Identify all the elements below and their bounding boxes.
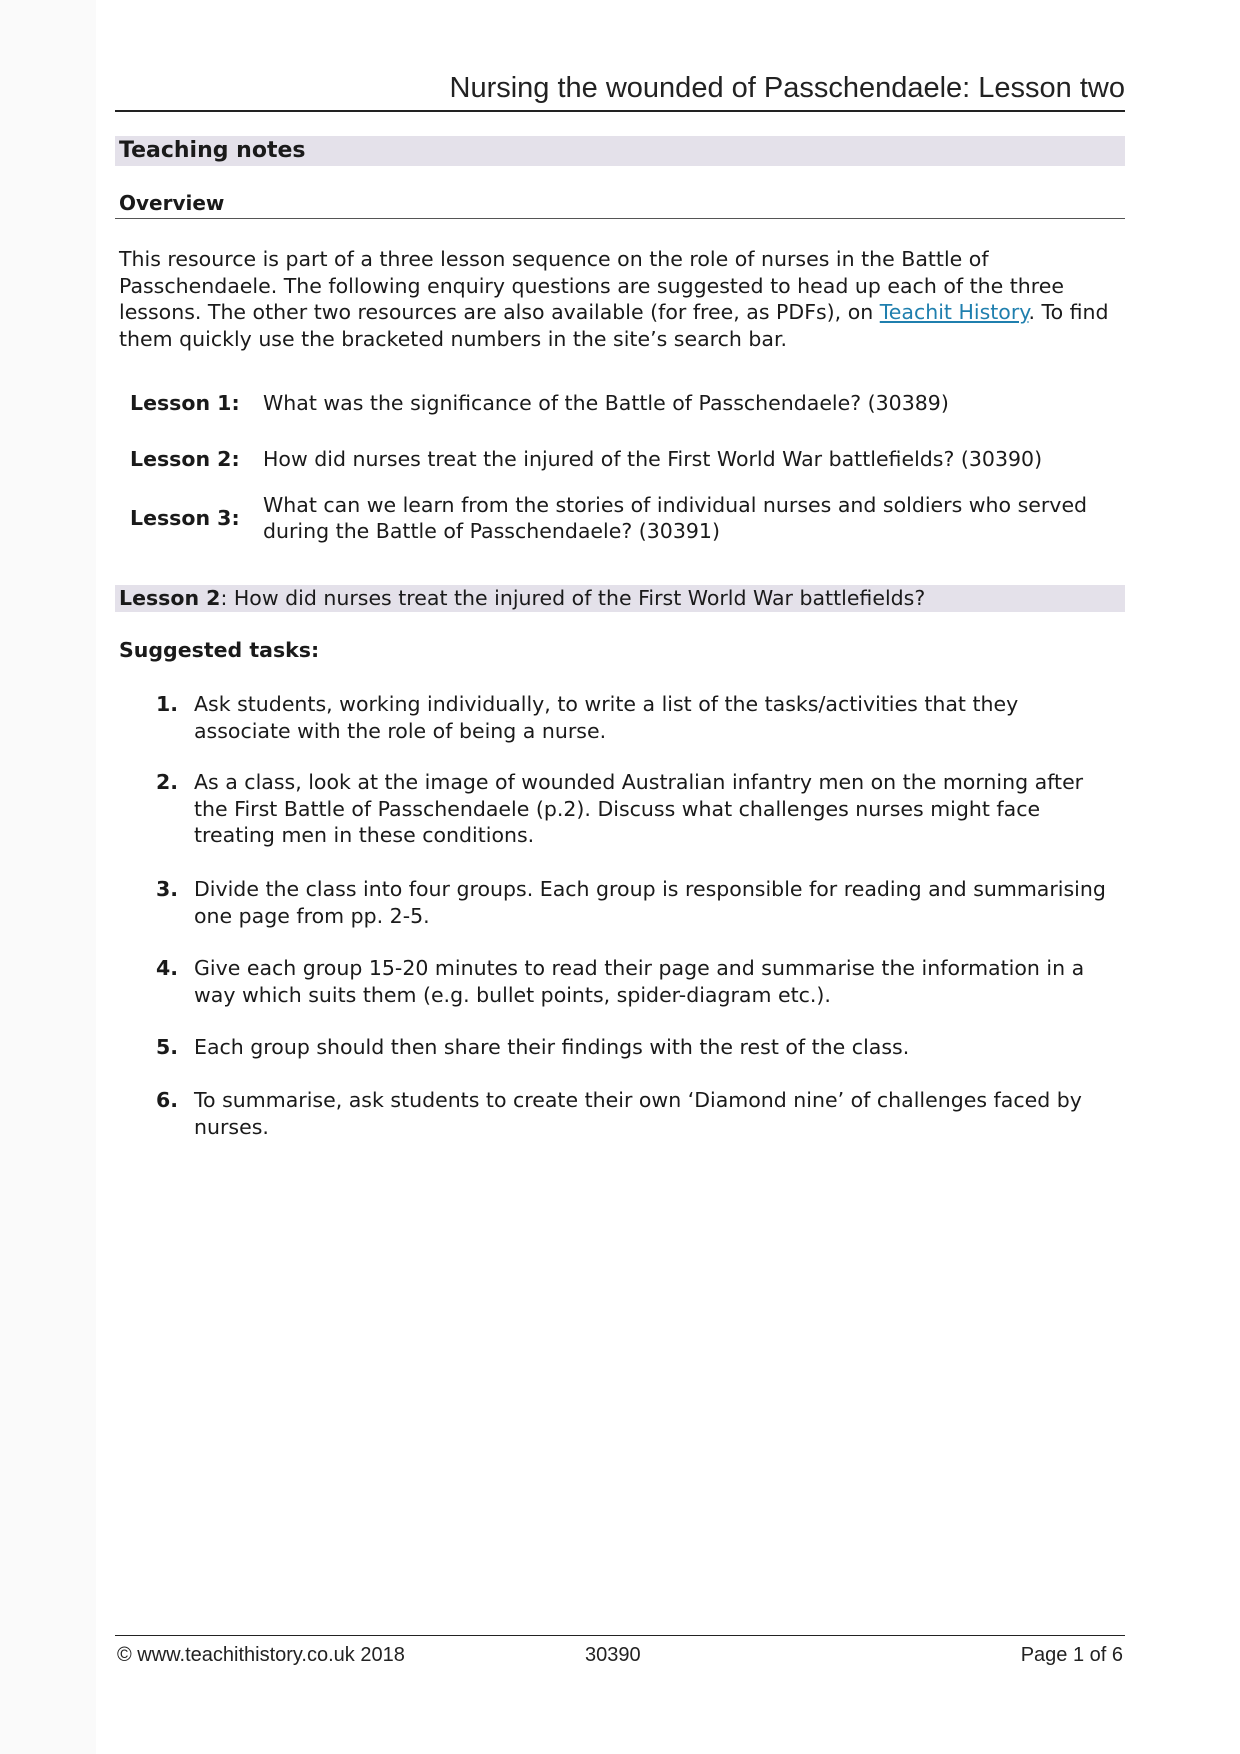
footer-page-number: Page 1 of 6 [1020, 1644, 1123, 1666]
lesson-two-question: : How did nurses treat the injured of the First World War battlefields? [220, 586, 926, 610]
lesson-two-band [115, 585, 1125, 612]
footer-copyright: © www.teachithistory.co.uk 2018 [117, 1644, 405, 1666]
page-title: Nursing the wounded of Passchendaele: Lesson two [115, 66, 1125, 112]
task-number: 5. [155, 1035, 178, 1059]
task-text: Each group should then share their findings with the rest of the class. [194, 1035, 910, 1059]
lesson-two-heading [119, 585, 925, 612]
task-text: Divide the class into four groups. Each group is responsible for reading and summarising one page from pp. 2-5. [194, 877, 1106, 928]
task-text: Ask students, working individually, to write a list of the tasks/activities that they associate with the role of being a nurse. [194, 692, 1019, 743]
task-number: 1. [155, 692, 178, 716]
task-number: 3. [155, 877, 178, 901]
page-footer [115, 1635, 1125, 1666]
footer-resource-code: 30390 [585, 1644, 641, 1666]
task-text: Give each group 15-20 minutes to read their page and summarise the information in a way which suits them (e.g. bullet points, spider-diagram etc.). [194, 956, 1085, 1007]
intro-text-2: . To find them quickly use the bracketed numbers in the site’s search bar. [119, 300, 1109, 351]
task-text: As a class, look at the image of wounded Australian infantry men on the morning after the First Battle of Passchendaele (p.2). Discuss what challenges nurses might face treating men in these conditions. [194, 770, 1084, 847]
task-text: To summarise, ask students to create their own ‘Diamond nine’ of challenges faced by nurses. [194, 1088, 1082, 1139]
task-number: 2. [155, 770, 178, 794]
teaching-notes-band [115, 136, 1125, 166]
lesson-question: What can we learn from the stories of individual nurses and soldiers who served during the Battle of Passchendaele? (30391) [263, 493, 1088, 543]
lesson-label: Lesson 3: [130, 506, 240, 530]
lesson-label: Lesson 1: [130, 391, 240, 415]
overview-heading: Overview [119, 191, 225, 215]
page-margin [0, 0, 96, 1754]
lesson-question: How did nurses treat the injured of the First World War battlefields? (30390) [263, 447, 1043, 471]
task-number: 6. [155, 1088, 178, 1112]
teachit-history-link[interactable]: Teachit History [879, 300, 1029, 324]
overview-heading-row [115, 188, 1125, 219]
teaching-notes-heading: Teaching notes [119, 138, 306, 163]
lesson-two-label: Lesson 2 [119, 586, 221, 610]
lesson-label: Lesson 2: [130, 447, 240, 471]
intro-paragraph [119, 246, 1119, 352]
lesson-question: What was the significance of the Battle of Passchendaele? (30389) [263, 391, 949, 415]
task-number: 4. [155, 956, 178, 980]
suggested-tasks-heading: Suggested tasks: [119, 638, 320, 662]
intro-text-1: This resource is part of a three lesson sequence on the role of nurses in the Battle of Passchendaele. The following enquiry questions are suggested to head up each of the three lessons. The other two resources are also available (for free, as PDFs), on [119, 247, 1065, 324]
